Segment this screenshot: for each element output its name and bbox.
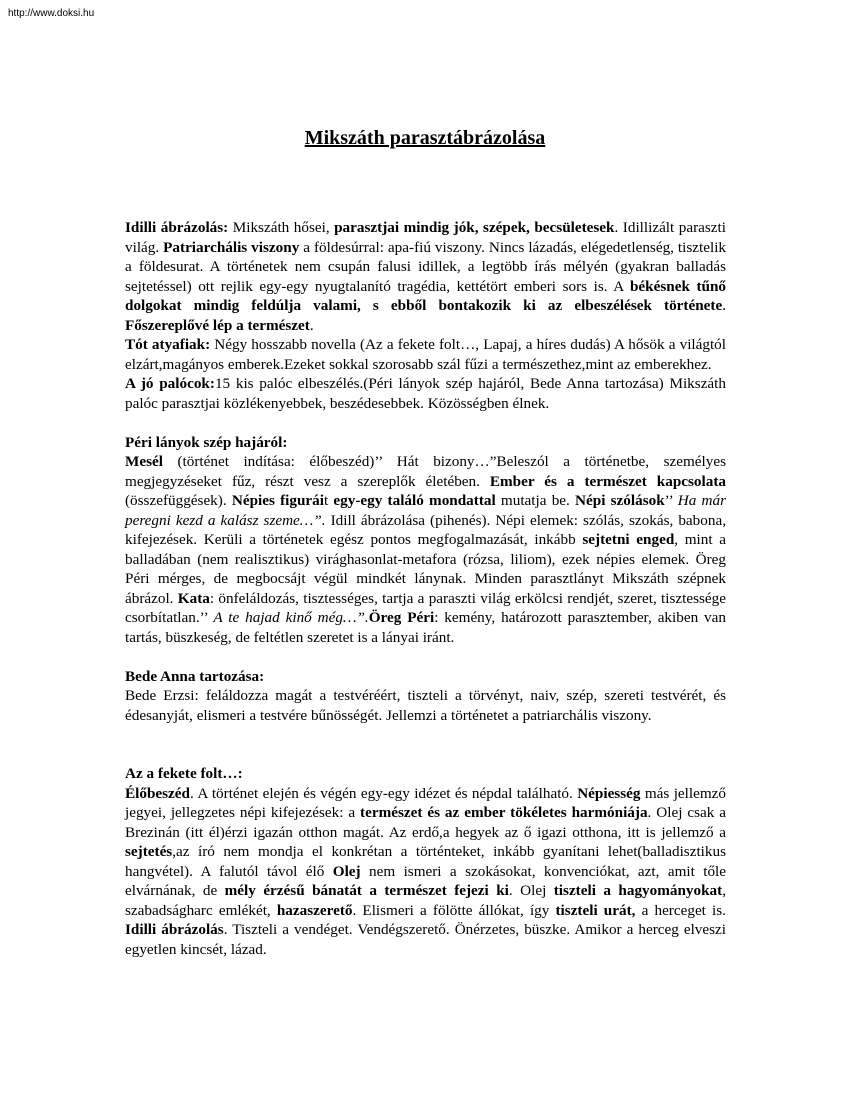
- term-tot-atyafiak: Tót atyafiak:: [125, 336, 211, 353]
- text-run: 15 kis palóc elbeszélés.(Péri lányok szép hajáról, Bede Anna tartozása) Mikszáth palóc parasztjai közlékenyebbek, beszédesebbek. Közösségben élnek.: [125, 375, 726, 412]
- text-run: . Olej: [508, 882, 554, 899]
- italic-quote: A te hajad kinő még…”.: [213, 609, 369, 626]
- paragraph-bede: Bede Erzsi: feláldozza magát a testvéréért, tiszteli a törvényt, naiv, szép, szereti testvérét, és édesanyját, elismeri a testvére bűnösségét. Jellemzi a történetet a patriarchális viszony.: [125, 687, 726, 724]
- bold-run: Öreg Péri: [368, 609, 435, 626]
- text-run: , szabadságharc emlékét,: [125, 882, 727, 919]
- bold-run: tiszteli a hagyományokat: [553, 882, 723, 899]
- heading-folt: Az a fekete folt…:: [125, 765, 243, 782]
- text-run: , mint a balladában (nem realisztikus) virághasonlat-metafora (rózsa, liliom), ezek népies elemek. Öreg Péri mérges, de megbocsájt végül mindkét lánynak. Minden parasztlányt Mikszáth szépnek ábrázol.: [125, 531, 726, 607]
- bold-run: Idilli ábrázolás: [125, 921, 224, 938]
- text-run: mutatja be.: [495, 492, 576, 509]
- paragraph-peri: [125, 452, 726, 647]
- text-run: : önfeláldozás, tisztességes, tartja a paraszti világ erkölcsi rendjét, szeret, tisztessége csorbítatlan.’’: [125, 589, 726, 626]
- heading-peri: Péri lányok szép hajáról:: [125, 433, 288, 451]
- text-run: a földesúrral: apa-fiú viszony. Nincs lázadás, elégedetlenség, tisztelik a földesurat. A történetek nem csupán falusi idillek, a legtöbb írás mélyén (gyakran balladás sejtetéssel) ott rejlik egy-egy nyugtalanító tragédia, kettétört emberi sors is. A: [125, 238, 727, 295]
- bold-run: Ember és a természet kapcsolata: [489, 472, 726, 490]
- text-run: . Idillizált paraszti világ.: [125, 219, 726, 256]
- bold-run: békésnek tűnő dolgokat mindig feldúlja valami, s ebből bontakozik ki az elbeszélések története: [125, 277, 727, 314]
- bold-run: Mesél: [125, 453, 163, 470]
- term-idilli: Idilli ábrázolás:: [125, 219, 229, 236]
- bold-run: egy-egy találó mondattal: [333, 492, 496, 509]
- text-run: .: [309, 316, 314, 334]
- paragraph-idilli: [125, 218, 726, 335]
- bold-run: sejtetni enged: [582, 531, 675, 548]
- bold-run: Népiesség: [577, 784, 641, 802]
- text-run: más jellemző jegyei, jellegzetes népi kifejezések: a: [125, 784, 726, 821]
- paragraph-tot-atyafiak: [125, 335, 726, 374]
- document-body: [125, 218, 726, 959]
- bold-run: sejtetés: [125, 843, 173, 860]
- text-run: ’’: [664, 492, 678, 509]
- text-run: . A történet elején és végén egy-egy idézet és népdal található.: [189, 784, 578, 802]
- term-jo-palocok: A jó palócok:: [125, 375, 215, 392]
- text-run: Idill ábrázolása (pihenés). Népi elemek: szólás, szokás, babona, kifejezések. Kerüli a történetek egész pontos megfogalmazását, inkább: [125, 511, 726, 548]
- bold-run: természet és az ember tökéletes harmóniája: [360, 804, 648, 821]
- text-run: . Elismeri a fölötte állókat, így: [352, 901, 556, 919]
- bold-run: hazaszerető: [276, 901, 353, 919]
- bold-run: mély érzésű bánatát a természet fejezi ki: [224, 882, 509, 899]
- text-run: . Olej csak a Brezinán (itt él)érzi igazán otthon magát. Az erdő,a hegyek az ő igazi otthona, itt is jellemző a: [125, 804, 727, 841]
- bold-run: Főszereplővé lép a természet: [125, 316, 310, 334]
- bold-run: Élőbeszéd: [125, 784, 190, 802]
- text-run: (történet indítása: élőbeszéd)’’ Hát bizony…”Beleszól a történetbe, személyes megjegyzéseket fűz, részt vesz a szereplők életében.: [125, 453, 726, 490]
- text-run: ,az író nem mondja el konkrétan a történteket, inkább gyanítani lehet(balladisztikus hangvétel). A falutól távol élő: [125, 843, 726, 880]
- bold-run: Népi szólások: [575, 492, 665, 509]
- paragraph-jo-palocok: [125, 374, 726, 413]
- text-run: nem ismeri a szokásokat, konvenciókat, azt, amit tőle elvárnának, de: [125, 862, 726, 899]
- bold-run: Kata: [177, 589, 210, 607]
- text-run: (összefüggések).: [125, 492, 232, 509]
- text-run: a herceget is.: [635, 901, 726, 919]
- heading-bede: Bede Anna tartozása:: [125, 667, 265, 685]
- paragraph-folt: [125, 784, 726, 960]
- bold-run: tiszteli urát,: [555, 901, 636, 919]
- page-title: Mikszáth parasztábrázolása: [304, 127, 546, 149]
- text-run: . Tiszteli a vendéget. Vendégszerető. Önérzetes, büszke. Amikor a herceg elveszi egyetlen kincsét, lázad.: [125, 921, 726, 958]
- source-url[interactable]: http://www.doksi.hu: [8, 8, 95, 19]
- bold-run: Patriarchális viszony: [163, 238, 300, 256]
- bold-run: Népies figurái: [231, 492, 324, 509]
- text-run: : kemény, határozott parasztember, akiben van tartás, büszkeség, de feltétlen szeretet is a lányai iránt.: [125, 609, 726, 646]
- text-run: t: [323, 492, 334, 509]
- text-run: Mikszáth hősei,: [228, 219, 335, 236]
- bold-run: Olej: [332, 862, 361, 880]
- text-run: .: [722, 297, 726, 314]
- text-run: Négy hosszabb novella (Az a fekete folt…, Lapaj, a híres dudás) A hősök a világtól elzárt,magányos emberek.Ezeket sokkal szorosabb szál fűzi a természethez,mint az emberekhez.: [125, 336, 726, 373]
- italic-quote: Ha már peregni kezd a kalász szeme…”.: [125, 492, 726, 529]
- bold-run: parasztjai mindig jók, szépek, becsületesek: [334, 219, 615, 236]
